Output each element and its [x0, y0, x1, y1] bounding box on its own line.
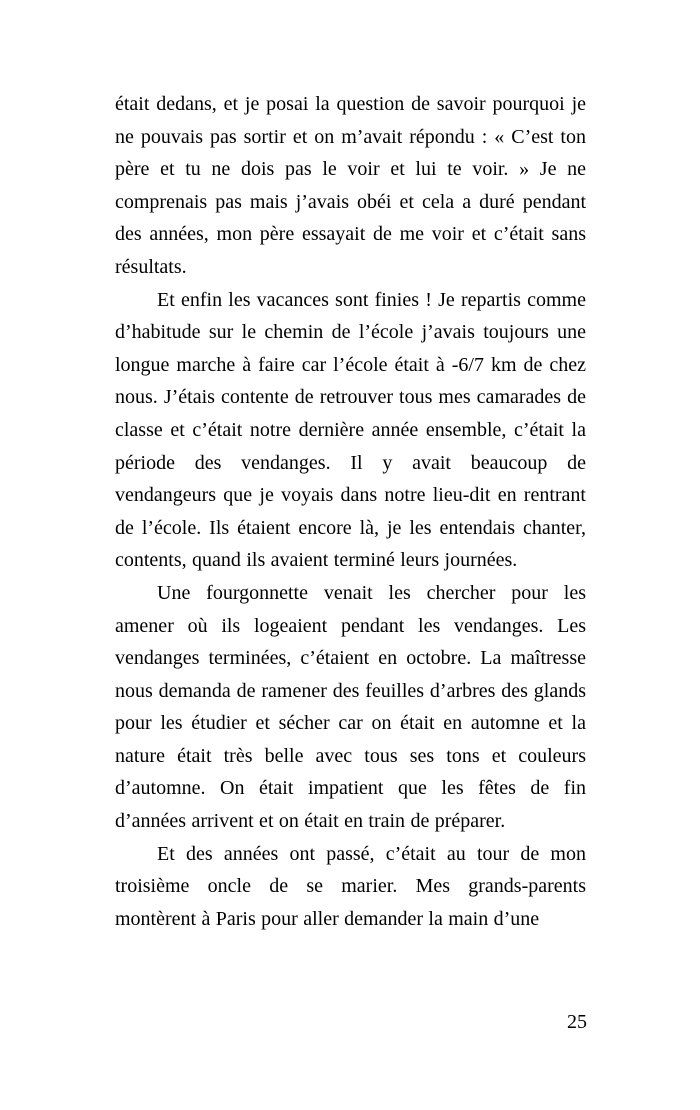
- paragraph: Une fourgonnette venait les chercher pour les amener où ils logeaient pendant les vendanges. Les vendanges terminées, c’étaient en octobre. La maîtresse nous demanda de ramener des feuilles d’arbres des glands pour les étudier et sécher car on était en automne et la nature était très belle avec tous ses tons et couleurs d’automne. On était impatient que les fêtes de fin d’années arrivent et on était en train de préparer.: [115, 581, 586, 833]
- paragraph: Et enfin les vacances sont finies ! Je repartis comme d’habitude sur le chemin de l’école j’avais toujours une longue marche à faire car l’école était à -6/7 km de chez nous. J’étais contente de retrouver tous mes camarades de classe et c’était notre dernière année ensemble, c’était la période des vendanges. Il y avait beaucoup de vendangeurs que je voyais dans notre lieu-dit en rentrant de l’école. Ils étaient encore là, je les entendais chanter, contents, quand ils avaient terminé leurs journées.: [115, 288, 586, 572]
- paragraph: Et des années ont passé, c’était au tour de mon troisième oncle de se marier. Mes grands-parents montèrent à Paris pour aller demander la main d’une: [115, 842, 586, 930]
- page-text: [115, 88, 586, 935]
- paragraph-continuation: était dedans, et je posai la question de savoir pourquoi je ne pouvais pas sortir et on m’avait répondu : « C’est ton père et tu ne dois pas le voir et lui te voir. » Je ne comprenais pas mais j’avais obéi et cela a duré pendant des années, mon père essayait de me voir et c’était sans résultats.: [115, 93, 586, 278]
- page-number: 25: [567, 1011, 587, 1033]
